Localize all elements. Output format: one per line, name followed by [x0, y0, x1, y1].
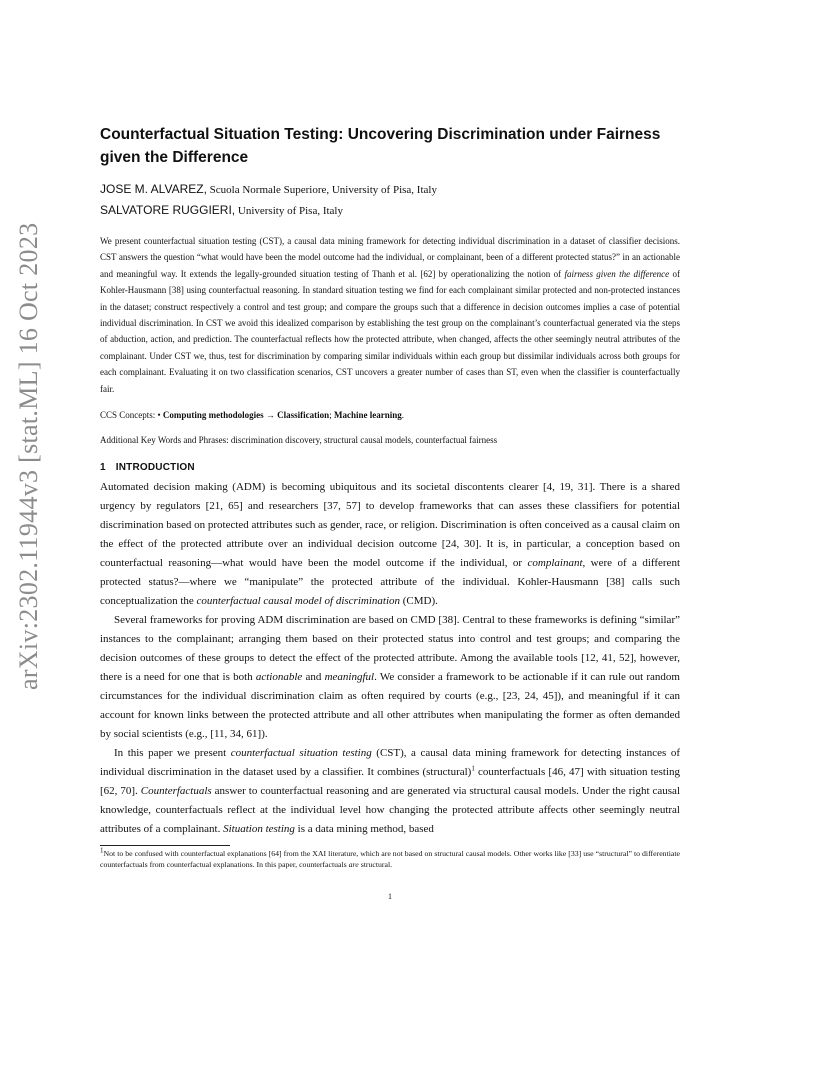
footnote-text: structural. [358, 860, 393, 870]
author-affiliation: Scuola Normale Superiore, University of Pisa, Italy [206, 184, 437, 196]
footnote [100, 848, 680, 870]
author-name: JOSE M. ALVAREZ, [100, 182, 207, 196]
body-text: In this paper we present [114, 747, 231, 760]
body-text: Several frameworks for proving ADM discrimination are based on CMD [38]. Central to these frameworks is defining “similar” instances to the complainant; arranging them based on their protected status into control and test groups; and comparing the decision outcomes of these groups to detect the effect of the protected attribute. Among the available tools [12, 41, 52], however, there is a need for one that is both [100, 614, 680, 684]
body-text: answer to counterfactual reasoning and are generated via structural causal models. Under the right causal knowledge, counterfactuals reflect at the individual level how changing the protected attribute affects other seemingly neutral attributes of a complainant. [100, 785, 680, 836]
ccs-item: Computing methodologies → Classification [162, 410, 330, 421]
author-1 [100, 179, 680, 200]
ccs-end: . [401, 410, 404, 421]
intro-paragraph-2 [100, 611, 680, 744]
body-text: is a data mining method, based [294, 823, 434, 836]
body-emphasis: Counterfactuals [140, 785, 212, 798]
author-name: SALVATORE RUGGIERI, [100, 203, 236, 217]
ccs-separator: ; [329, 410, 334, 421]
body-text: counterfactuals [46, 47] with situation testing [62, 70]. [100, 766, 681, 798]
section-number: 1 [100, 462, 106, 474]
footnote-rule [100, 845, 230, 846]
body-text: (CMD). [400, 595, 438, 608]
arxiv-stamp: arXiv:2302.11944v3 [stat.ML] 16 Oct 2023 [14, 222, 43, 690]
section-title: INTRODUCTION [115, 462, 195, 474]
ccs-item: Machine learning [333, 410, 402, 421]
intro-paragraph-3 [100, 744, 680, 839]
abstract-emphasis: fairness given the difference [564, 268, 670, 279]
body-text: , were of a different protected status?—where we “manipulate” the protected attribute of the individual. Kohler-Hausmann [38] calls such conceptualization the [100, 557, 680, 608]
author-2 [100, 200, 680, 221]
body-emphasis: counterfactual situation testing [230, 747, 372, 760]
body-emphasis: counterfactual causal model of discrimination [196, 595, 400, 608]
body-text: Automated decision making (ADM) is becoming ubiquitous and its societal discontents clearer [4, 19, 31]. There is a shared urgency by regulators [21, 65] and researchers [37, 57] to develop frameworks that can asses these classifiers for potential discrimination based on protected attributes such as gender, race, or religion. Discrimination is often conceived as a causal claim on the effect of the protected attribute over an individual decision outcome [24, 30]. It is, in particular, a conception based on counterfactual reasoning—what would have been the model outcome if the individual, or [100, 481, 680, 570]
page-content [100, 123, 680, 870]
body-emphasis: Situation testing [223, 823, 295, 836]
footnote-emphasis: are [348, 860, 359, 870]
page-number: 1 [388, 892, 392, 901]
abstract-text: of Kohler-Hausmann [38] using counterfactual reasoning. In standard situation testing we find for each complainant similar protected and non-protected instances in the dataset; construct respectively a control and test group; and compare the groups such that a difference in decision outcomes implies a case of potential individual discrimination. In CST we avoid this idealized comparison by establishing the test group on the complainant’s counterfactual generated via the steps of abduction, action, and prediction. The counterfactual reflects how the protected attribute, when changed, affects the other seemingly neutral attributes of the complainant. Under CST we, thus, test for discrimination by comparing similar individuals within each group but dissimilar individuals across both groups for each complainant. Evaluating it on two classification scenarios, CST uncovers a greater number of cases than ST, even when the classifier is counterfactually fair. [100, 268, 681, 394]
intro-paragraph-1 [100, 478, 680, 611]
body-emphasis: complainant [527, 557, 583, 570]
body-text: (CST), a causal data mining framework for detecting instances of individual discrimination in the dataset used by a classifier. It combines (structural) [100, 747, 680, 779]
body-text: and [302, 671, 325, 684]
body-emphasis: meaningful [324, 671, 375, 684]
ccs-label: CCS Concepts: • [100, 410, 163, 421]
ccs-concepts [100, 408, 680, 422]
body-text: . We consider a framework to be actionable if it can rule out random circumstances for the individual discrimination claim as often required by courts (e.g., [23, 24, 45]), and meaningful if it can account for known links between the protected attribute and all other attributes when manipulating the former as often demanded by social scientists (e.g., [11, 34, 61]). [100, 671, 680, 741]
body-emphasis: actionable [255, 671, 303, 684]
footnote-marker[interactable]: 1 [471, 764, 475, 773]
footnote-text: Not to be confused with counterfactual explanations [64] from the XAI literature, which are not based on structural causal models. Other works like [33] use “structural” to differentiate counterfactuals from counterfactual explanations. In this paper, counterfactuals [100, 849, 680, 870]
author-affiliation: University of Pisa, Italy [235, 205, 343, 217]
keywords: Additional Key Words and Phrases: discrimination discovery, structural causal models, counterfactual fairness [100, 435, 498, 446]
abstract-text: We present counterfactual situation testing (CST), a causal data mining framework for detecting individual discrimination in a dataset of classifier decisions. CST answers the question “what would have been the model outcome had the individual, or complainant, been of a different protected status?” in an actionable and meaningful way. It extends the legally-grounded situation testing of Thanh et al. [62] by operationalizing the notion of [100, 236, 680, 279]
footnote-mark: 1 [100, 846, 104, 855]
abstract [100, 233, 680, 397]
section-heading [100, 462, 680, 473]
paper-title: Counterfactual Situation Testing: Uncovering Discrimination under Fairness given the Difference [100, 126, 661, 166]
